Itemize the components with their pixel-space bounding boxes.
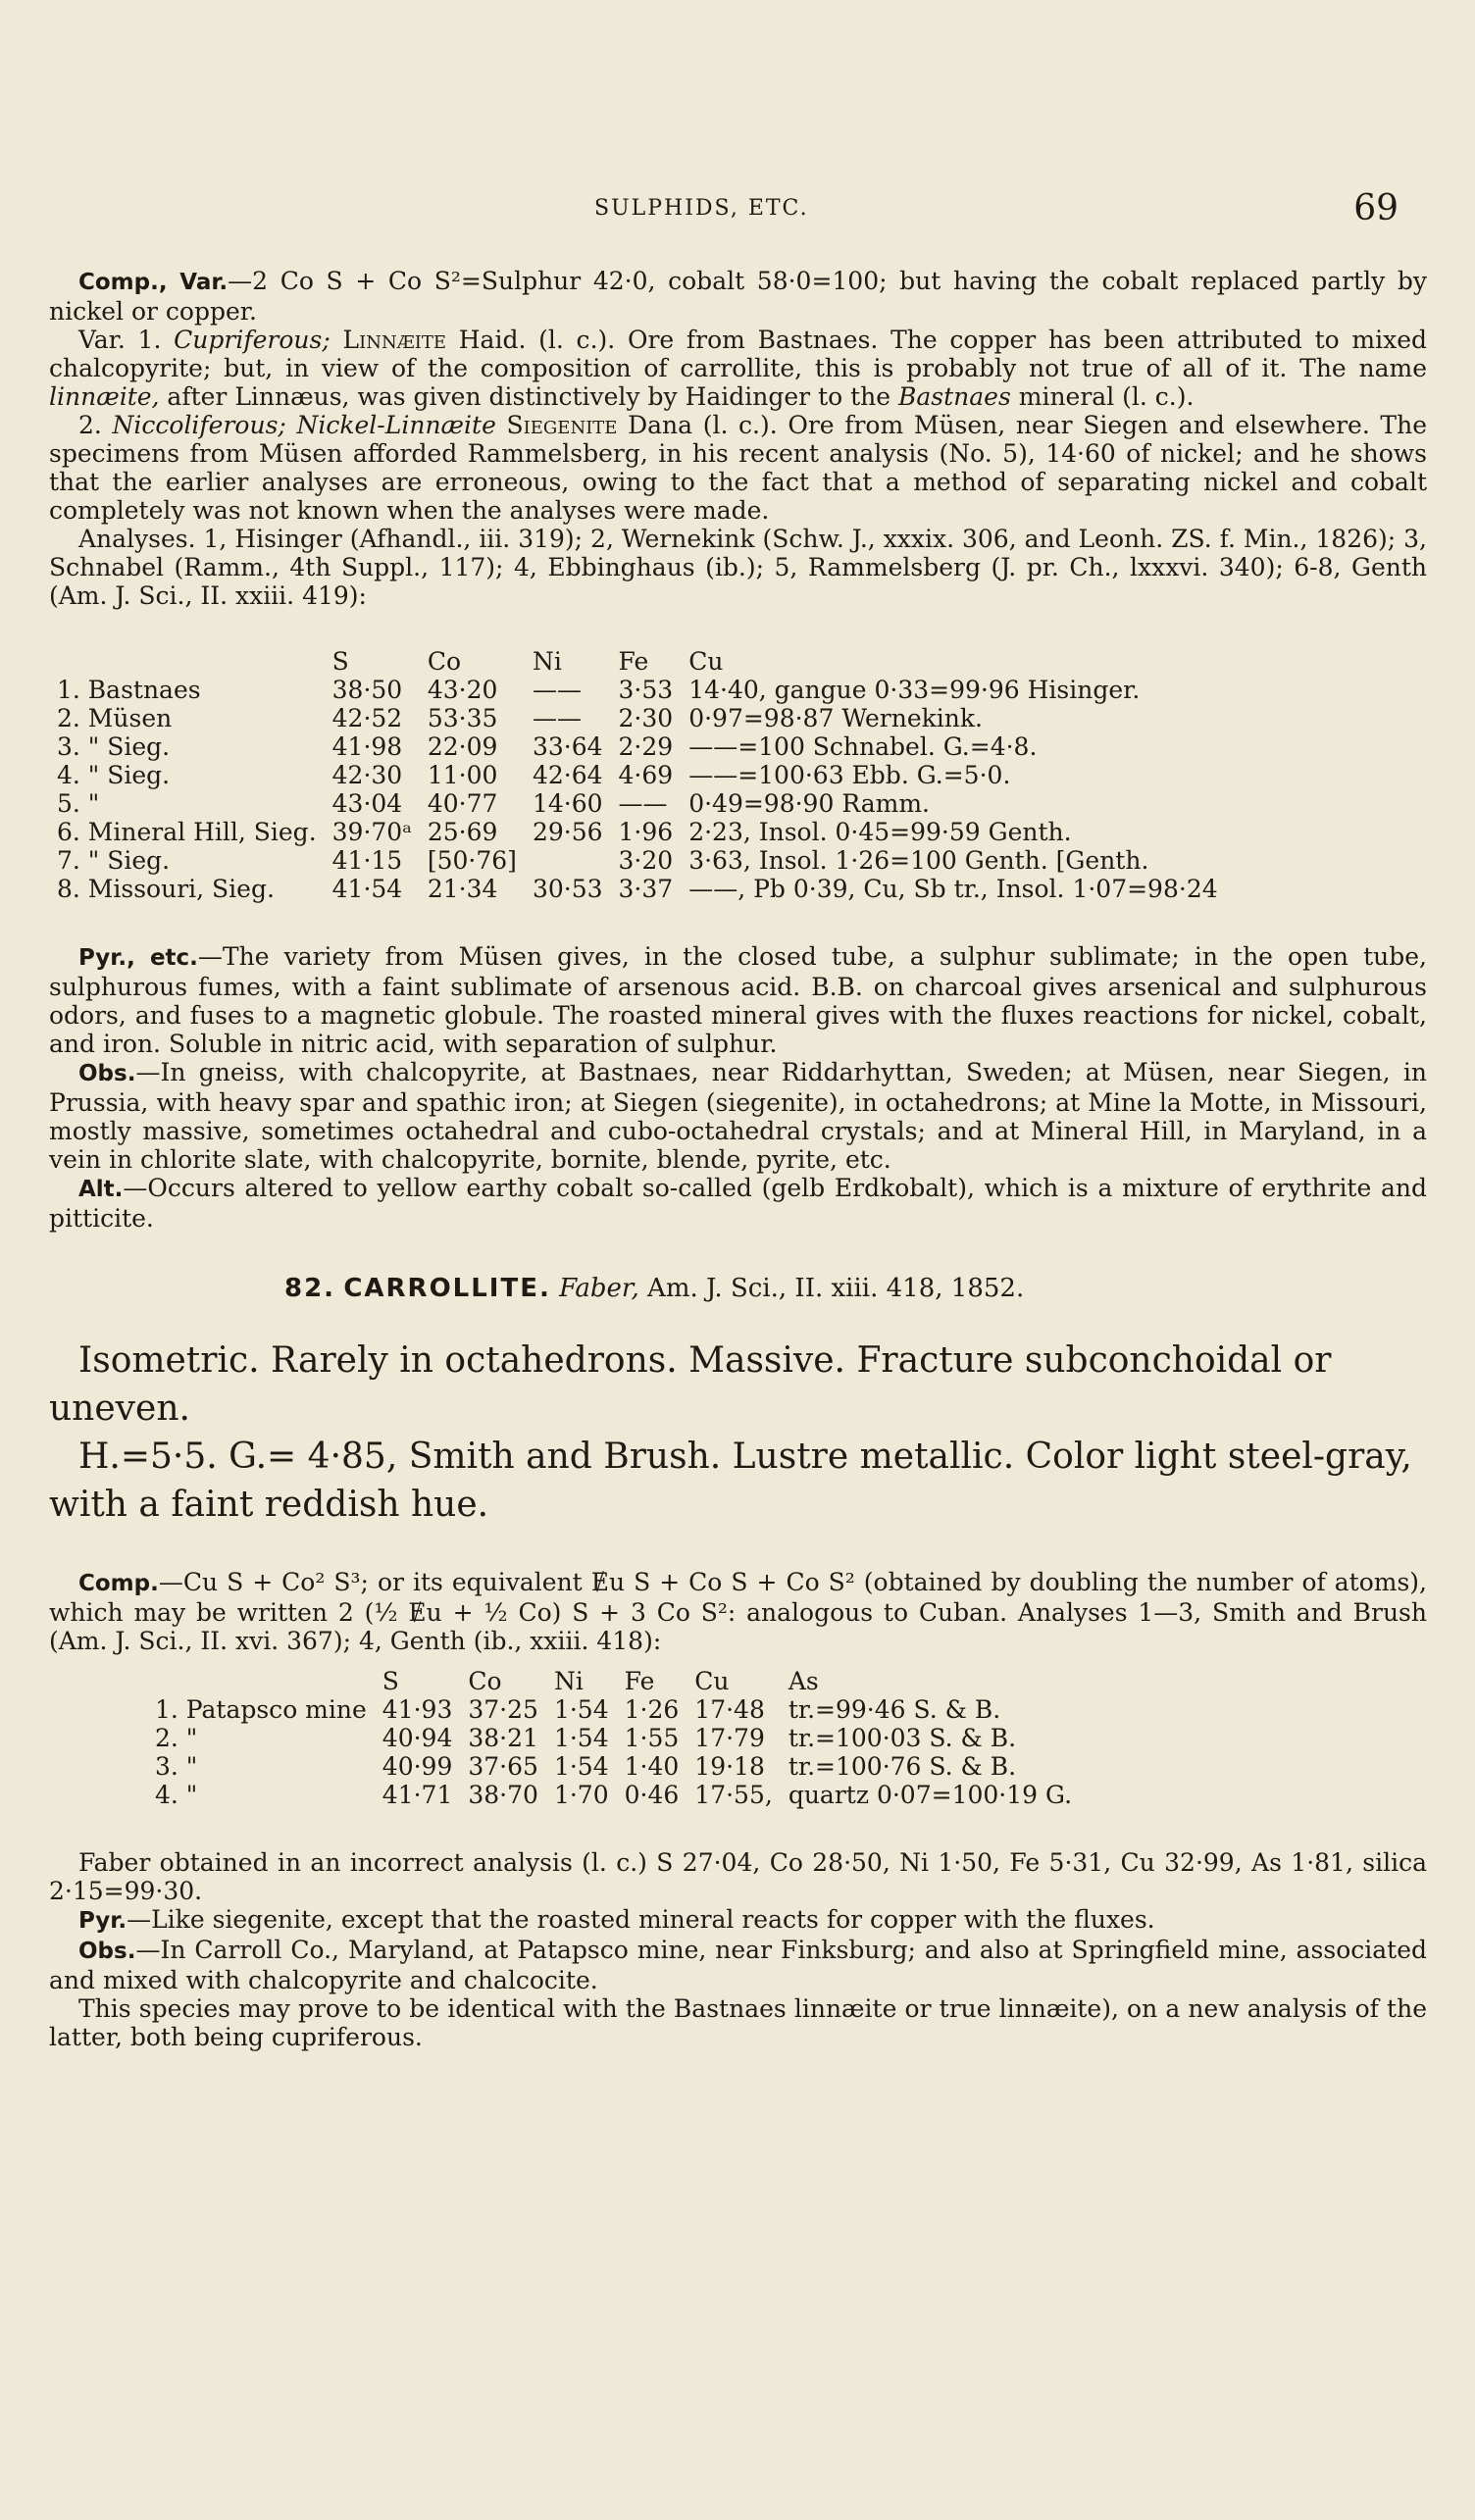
linnaeite-table-cell: 41·15 [331,846,403,875]
carrollite-heading: 82. CARROLLITE. Faber, Am. J. Sci., II. xiii. 418, 1852. [284,1274,1025,1303]
linnaeite-table-header-cell: S [331,647,349,676]
linnaeite-var-2: 2. Niccoliferous; Nickel-Linnæite Siegenite Dana (l. c.). Ore from Müsen, near Siegen and elsewhere. The specimens from Müsen afforded Rammelsberg, in his recent analysis (No. 5), 14·60 of nickel; and he shows that the earlier analyses are erroneous, owing to the fact that a method of separating nickel and cobalt completely was not known when the analyses were made. [49,411,1428,525]
linnaeite-table-cell: 3. " Sieg. [57,732,171,761]
carrollite-table-cell: 1·40 [624,1752,680,1781]
linnaeite-table-header-cell: Co [427,647,462,676]
linnaeite-analyses: Analyses. 1, Hisinger (Afhandl., iii. 319); 2, Wernekink (Schw. J., xxxix. 306, and Leonh. ZS. f. Min., 1826); 3, Schnabel (Ramm., 4th Suppl., 117); 4, Ebbinghaus (ib.); 5, Rammelsberg (J. pr. Ch., lxxxvi. 340); 6-8, Genth (Am. J. Sci., II. xxiii. 419): [49,525,1427,610]
linnaeite-table-cell: —— [618,789,668,818]
linnaeite-table-cell: 39·70ᵃ [331,818,412,846]
carrollite-closing: This species may prove to be identical with the Bastnaes linnæite or true linnæite), on a new analysis of the latter, both being cupriferous. [49,1994,1427,2051]
carrollite-faber: Faber obtained in an incorrect analysis (l. c.) S 27·04, Co 28·50, Ni 1·50, Fe 5·31, Cu 32·99, As 1·81, silica 2·15=99·30. [49,1848,1427,1905]
carrollite-table-header-cell: Co [468,1667,502,1695]
linnaeite-table-cell: 4. " Sieg. [57,761,171,789]
carrollite-table-cell: 38·70 [468,1781,538,1809]
linnaeite-table-cell: 2. Müsen [57,704,173,732]
carrollite-desc-1: Isometric. Rarely in octahedrons. Massive. Fracture subconchoidal or uneven. [49,1340,1332,1429]
linnaeite-table-cell: 2·30 [618,704,674,732]
carrollite-table-cell: tr.=99·46 S. & B. [788,1695,1001,1724]
linnaeite-table-cell: 22·09 [427,732,498,761]
page-number: 69 [1353,188,1399,228]
carrollite-table-cell: 1·26 [624,1695,680,1724]
linnaeite-table-cell: 14·40, gangue 0·33=99·96 Hisinger. [688,676,1141,704]
linnaeite-table-cell: 53·35 [427,704,498,732]
carrollite-table-cell: quartz 0·07=100·19 G. [788,1781,1073,1809]
carrollite-table-row [147,1695,1080,1724]
linnaeite-table-cell: 5. " [57,789,100,818]
linnaeite-table-cell: 43·04 [331,789,403,818]
linnaeite-table-row [49,761,1226,789]
carrollite-table-cell: 0·46 [624,1781,680,1809]
carrollite-table-cell: 1·70 [553,1781,609,1809]
linnaeite-table-cell: 8. Missouri, Sieg. [57,875,275,903]
linnaeite-table-cell: —— [532,704,582,732]
linnaeite-table-row [49,732,1226,761]
linnaeite-table-cell: 11·00 [427,761,498,789]
linnaeite-table-header-cell: Ni [532,647,562,676]
carrollite-table-cell: 1·55 [624,1724,680,1752]
linnaeite-table-cell: 3·20 [618,846,674,875]
carrollite-table-cell: 19·18 [694,1752,765,1781]
carrollite-table-cell: 40·99 [381,1752,453,1781]
linnaeite-table-cell: ——=100·63 Ebb. G.=5·0. [688,761,1011,789]
carrollite-table-header-cell: Fe [624,1667,655,1695]
carrollite-table-cell: tr.=100·76 S. & B. [788,1752,1017,1781]
carrollite-table-cell: 37·65 [468,1752,538,1781]
linnaeite-table-row [49,676,1226,704]
carrollite-pyr: Pyr.—Like siegenite, except that the roasted mineral reacts for copper with the fluxes. [78,1905,1155,1934]
carrollite-table-header-cell: Ni [553,1667,584,1695]
linnaeite-table-cell: 7. " Sieg. [57,846,171,875]
page-body [49,267,1427,2051]
carrollite-table-cell: 41·93 [381,1695,453,1724]
carrollite-table-cell: 2. " [155,1724,198,1752]
carrollite-table-header-cell: As [788,1667,819,1695]
linnaeite-table-cell: 0·97=98·87 Wernekink. [688,704,983,732]
carrollite-comp: Comp.—Cu S + Co² S³; or its equivalent Ɇu S + Co S + Co S² (obtained by doubling the number of atoms), which may be written 2 (½ Ɇu + ½ Co) S + 3 Co S²: analogous to Cuban. Analyses 1—3, Smith and Brush (Am. J. Sci., II. xvi. 367); 4, Genth (ib., xxiii. 418): [49,1568,1427,1655]
carrollite-table-header-cell: S [381,1667,399,1695]
running-head: SULPHIDS, ETC. [594,196,809,221]
linnaeite-table-cell: 3·53 [618,676,674,704]
linnaeite-table-cell: 30·53 [532,875,603,903]
linnaeite-pyr: Pyr., etc.—The variety from Müsen gives, in the closed tube, a sulphur sublimate; in the open tube, sulphurous fumes, with a faint sublimate of arsenous acid. B.B. on charcoal gives arsenical and sulphurous odors, and fuses to a magnetic globule. The roasted mineral gives with the fluxes reactions for nickel, cobalt, and iron. Soluble in nitric acid, with separation of sulphur. [49,942,1427,1058]
linnaeite-table-header-cell: Cu [688,647,724,676]
linnaeite-table-header-cell: Fe [618,647,649,676]
linnaeite-table-cell: 0·49=98·90 Ramm. [688,789,930,818]
carrollite-table-cell: 1·54 [553,1695,609,1724]
linnaeite-table-cell: 4·69 [618,761,674,789]
linnaeite-table-cell: 42·30 [331,761,403,789]
carrollite-table-cell: 17·48 [694,1695,765,1724]
linnaeite-table-cell: 3·37 [618,875,674,903]
linnaeite-var-1: Var. 1. Cupriferous; Linnæite Haid. (l. c.). Ore from Bastnaes. The copper has been attributed to mixed chalcopyrite; but, in view of the composition of carrollite, this is probably not true of all of it. The name linnæite, after Linnæus, was given distinctively by Haidinger to the Bastnaes mineral (l. c.). [49,326,1428,411]
linnaeite-table-cell: ——, Pb 0·39, Cu, Sb tr., Insol. 1·07=98·24 [688,875,1218,903]
carrollite-desc-2: H.=5·5. G.= 4·85, Smith and Brush. Lustre metallic. Color light steel-gray, with a faint reddish hue. [49,1436,1412,1525]
linnaeite-table-cell: 21·34 [427,875,498,903]
carrollite-table-cell: 1·54 [553,1724,609,1752]
linnaeite-obs: Obs.—In gneiss, with chalcopyrite, at Bastnaes, near Riddarhyttan, Sweden; at Müsen, near Siegen, in Prussia, with heavy spar and spathic iron; at Siegen (siegenite), in octahedrons; at Mine la Motte, in Missouri, mostly massive, sometimes octahedral and cubo-octahedral crystals; and at Mineral Hill, in Maryland, in a vein in chlorite slate, with chalcopyrite, bornite, blende, pyrite, etc. [49,1058,1427,1174]
linnaeite-table-row [49,704,1226,732]
linnaeite-table-cell: ——=100 Schnabel. G.=4·8. [688,732,1038,761]
linnaeite-table-cell: 42·64 [532,761,603,789]
linnaeite-table-cell: 41·98 [331,732,403,761]
linnaeite-table-row [49,789,1226,818]
carrollite-description [49,1336,1427,1529]
linnaeite-table-cell: 43·20 [427,676,498,704]
linnaeite-table-cell: 1. Bastnaes [57,676,201,704]
linnaeite-table-cell: 40·77 [427,789,498,818]
carrollite-table-cell: 37·25 [468,1695,538,1724]
linnaeite-table-cell: 2·29 [618,732,674,761]
linnaeite-table-cell: 25·69 [427,818,498,846]
linnaeite-table-cell: [50·76] [427,846,517,875]
carrollite-table-cell: 3. " [155,1752,198,1781]
linnaeite-alt: Alt.—Occurs altered to yellow earthy cobalt so-called (gelb Erdkobalt), which is a mixture of erythrite and pitticite. [49,1174,1427,1233]
carrollite-table-cell: 1·54 [553,1752,609,1781]
linnaeite-table-cell: 38·50 [331,676,403,704]
carrollite-analysis-table [147,1667,1080,1809]
page-header [0,188,1475,231]
carrollite-table-row [147,1724,1080,1752]
carrollite-table-cell: 4. " [155,1781,198,1809]
carrollite-table-header-cell: Cu [694,1667,730,1695]
carrollite-table-row [147,1752,1080,1781]
linnaeite-table-cell: 1·96 [618,818,674,846]
linnaeite-table-row [49,818,1226,846]
carrollite-table-row [147,1781,1080,1809]
carrollite-table-cell: 17·55, [694,1781,773,1809]
carrollite-table-cell: 41·71 [381,1781,453,1809]
carrollite-table-header-cell [147,1667,375,1695]
linnaeite-table-cell: 3·63, Insol. 1·26=100 Genth. [Genth. [688,846,1149,875]
linnaeite-table-cell: 41·54 [331,875,403,903]
linnaeite-table-header-row [49,647,1226,676]
linnaeite-table-cell: —— [532,676,582,704]
linnaeite-analysis-table [49,647,1226,903]
linnaeite-table-cell [525,846,611,875]
linnaeite-table-cell: 29·56 [532,818,603,846]
carrollite-table-cell: 38·21 [468,1724,538,1752]
carrollite-table-cell: tr.=100·03 S. & B. [788,1724,1017,1752]
linnaeite-table-header-cell [49,647,325,676]
linnaeite-table-cell: 2·23, Insol. 0·45=99·59 Genth. [688,818,1072,846]
linnaeite-table-cell: 33·64 [532,732,603,761]
carrollite-obs: Obs.—In Carroll Co., Maryland, at Patapsco mine, near Finksburg; and also at Springfield mine, associated and mixed with chalcopyrite and chalcocite. [49,1936,1427,1994]
carrollite-table-cell: 17·79 [694,1724,765,1752]
linnaeite-table-cell: 6. Mineral Hill, Sieg. [57,818,317,846]
carrollite-table-cell: 40·94 [381,1724,453,1752]
linnaeite-table-row [49,875,1226,903]
carrollite-table-cell: 1. Patapsco mine [155,1695,367,1724]
linnaeite-table-cell: 42·52 [331,704,403,732]
linnaeite-comp: Comp., Var.—2 Co S + Co S²=Sulphur 42·0, cobalt 58·0=100; but having the cobalt replaced partly by nickel or copper. [49,267,1427,326]
linnaeite-table-cell: 14·60 [532,789,603,818]
carrollite-table-header-row [147,1667,1080,1695]
linnaeite-table-row [49,846,1226,875]
